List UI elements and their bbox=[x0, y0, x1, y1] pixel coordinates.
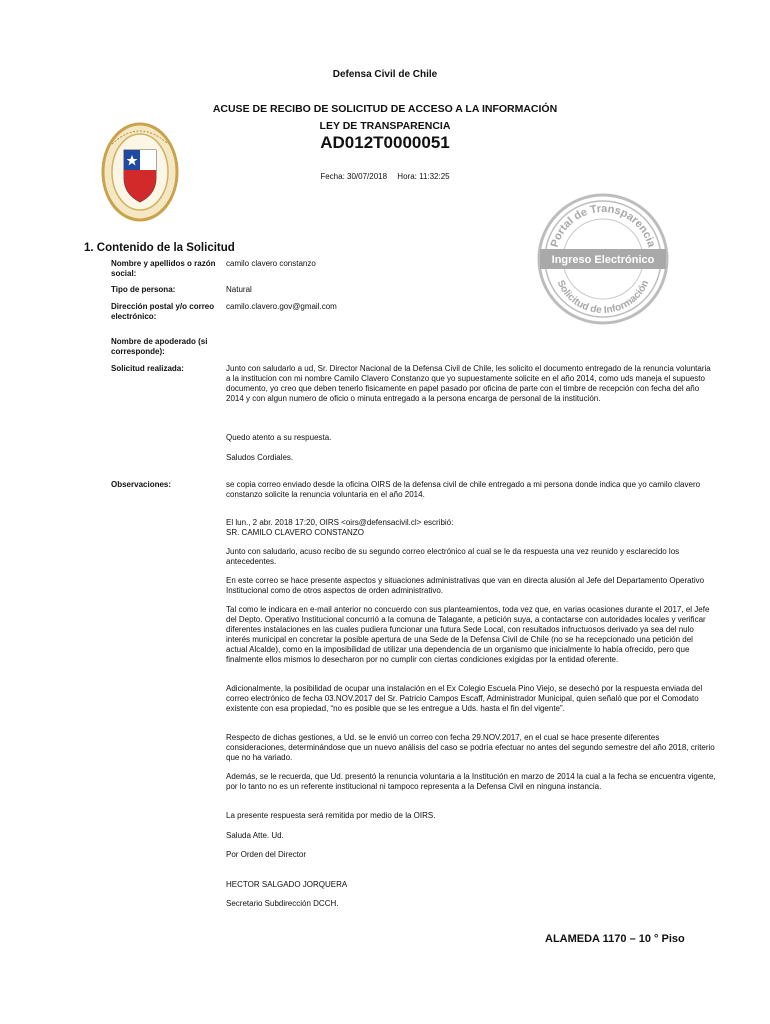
observaciones-paragraph: Respecto de dichas gestiones, a Ud. se le envió un correo con fecha 29.NOV.2017, en el cual se hace presente diferentes consideraciones, determinándose que un nuevo análisis del caso se podría efectuar no antes del segundo semestre del año 2018, criterio que no ha variado. bbox=[226, 733, 715, 762]
email-header-line: El lun., 2 abr. 2018 17:20, OIRS <oirs@defensacivil.cl> escribió: bbox=[226, 518, 454, 527]
section-title: 1. Contenido de la Solicitud bbox=[84, 242, 235, 254]
nombre-value: camilo clavero constanzo bbox=[226, 259, 316, 268]
email-recipient-line: SR. CAMILO CLAVERO CONSTANZO bbox=[226, 528, 364, 537]
direccion-label: Dirección postal y/o correo electrónico: bbox=[111, 302, 215, 321]
solicitud-paragraph: Quedo atento a su respuesta. bbox=[226, 433, 332, 442]
observaciones-label: Observaciones: bbox=[111, 480, 172, 489]
document-title: ACUSE DE RECIBO DE SOLICITUD DE ACCESO A LA INFORMACIÓN bbox=[212, 103, 558, 115]
defensa-civil-seal-icon bbox=[100, 120, 180, 230]
observaciones-paragraph: La presente respuesta será remitida por medio de la OIRS. bbox=[226, 811, 436, 820]
closing-line: Saluda Atte. Ud. bbox=[226, 831, 284, 840]
footer-address: ALAMEDA 1170 – 10 ° Piso bbox=[545, 933, 685, 945]
signatory-name: HECTOR SALGADO JORQUERA bbox=[226, 880, 348, 889]
request-code: AD012T0000051 bbox=[320, 133, 450, 152]
observaciones-paragraph: se copia correo enviado desde la oficina OIRS de la defensa civil de chile entregado a mi persona donde indica que yo camilo clavero constanzo solicite la renuncia voluntaria en el año 2014. bbox=[226, 480, 701, 499]
hora: Hora: 11:32:25 bbox=[397, 172, 450, 181]
observaciones-paragraph: Tal como le indicara en e-mail anterior no concuerdo con sus planteamientos, toda vez que, en varias ocasiones durante el 2017, el Jefe del Depto. Operativo Institucional concurrió a la comuna de Talagante, a petición suya, a contactarse con autoridades locales y verificar diferentes instalaciones en las cuales pudiera funcionar una futura Sede Local, con resultados infructuosos derivado ya sea del nulo interés municipal en concretar la posible apertura de una Sede de la Defensa Civil de Chile (no se ha recepcionado una petición del actual Alcalde), como en la imposibilidad de utilizar una dependencia de un organismo que inicialmente lo había ofrecido, pero que finalmente ellos mismos lo desecharon por no cumplir con ciertas condiciones exigidas por la entidad oferente. bbox=[226, 605, 710, 664]
direccion-value: camilo.clavero.gov@gmail.com bbox=[226, 302, 337, 311]
closing-line: Por Orden del Director bbox=[226, 850, 307, 859]
stamp-bottom-text: Solicitud de Información bbox=[554, 278, 652, 317]
solicitud-paragraph: Junto con saludarlo a ud, Sr. Director Nacional de la Defensa Civil de Chile, les solicito el documento entregado de la renuncia voluntaria a la institucion con mi nombre Camilo Clavero Constanzo que yo supuestamente solicite en el año 2014, como uds maneja el supuesto documento, yo creo que deben tenerlo fisicamente en papel pasado por oficina de parte con el timbre de recepción con fecha del año 2014 y con algun numero de oficio o minuta entregado a la persona encarga de personal de la institución. bbox=[226, 364, 711, 403]
document-subtitle: LEY DE TRANSPARENCIA bbox=[319, 120, 451, 132]
observaciones-paragraph: Adicionalmente, la posibilidad de ocupar una instalación en el Ex Colegio Escuela Pino Viejo, se desechó por la respuesta enviada del correo electrónico de fecha 03.NOV.2017 del Sr. Patricio Campos Escaff, Administrador Municipal, quien señaló que por el Comodato existente con esa propiedad, “no es posible que se les entregue a Uds. hasta el fin del vigente”. bbox=[226, 684, 703, 713]
solicitud-label: Solicitud realizada: bbox=[111, 364, 184, 373]
signatory-title: Secretario Subdirección DCCH. bbox=[226, 899, 339, 908]
observaciones-paragraph: Junto con saludarlo, acuso recibo de su segundo correo electrónico al cual se le da respuesta una vez reunido y esclarecido los antecedentes. bbox=[226, 547, 680, 566]
fecha: Fecha: 30/07/2018 bbox=[320, 172, 388, 181]
tipo-label: Tipo de persona: bbox=[111, 285, 176, 294]
observaciones-paragraph: Además, se le recuerda, que Ud. presentó la renuncia voluntaria a la Institución en marzo de 2014 la cual a la fecha se encuentra vigente, por lo tanto no es un referente institucional ni tampoco representa a la Defensa Civil en ninguna instancia. bbox=[226, 772, 716, 791]
observaciones-paragraph: En este correo se hace presente aspectos y situaciones administrativas que van en directa alusión al Jefe del Departamento Operativo Institucional como de otros aspectos de orden administrativo. bbox=[226, 576, 705, 595]
tipo-value: Natural bbox=[226, 285, 252, 294]
apoderado-label: Nombre de apoderado (si corresponde): bbox=[111, 337, 208, 356]
stamp-top-text: Portal de Transparencia bbox=[548, 202, 658, 249]
organization-name: Defensa Civil de Chile bbox=[332, 69, 438, 80]
solicitud-paragraph: Saludos Cordiales. bbox=[226, 453, 294, 462]
nombre-label: Nombre y apellidos o razón social: bbox=[111, 259, 216, 278]
stamp-center-text: Ingreso Electrónico bbox=[551, 254, 655, 266]
